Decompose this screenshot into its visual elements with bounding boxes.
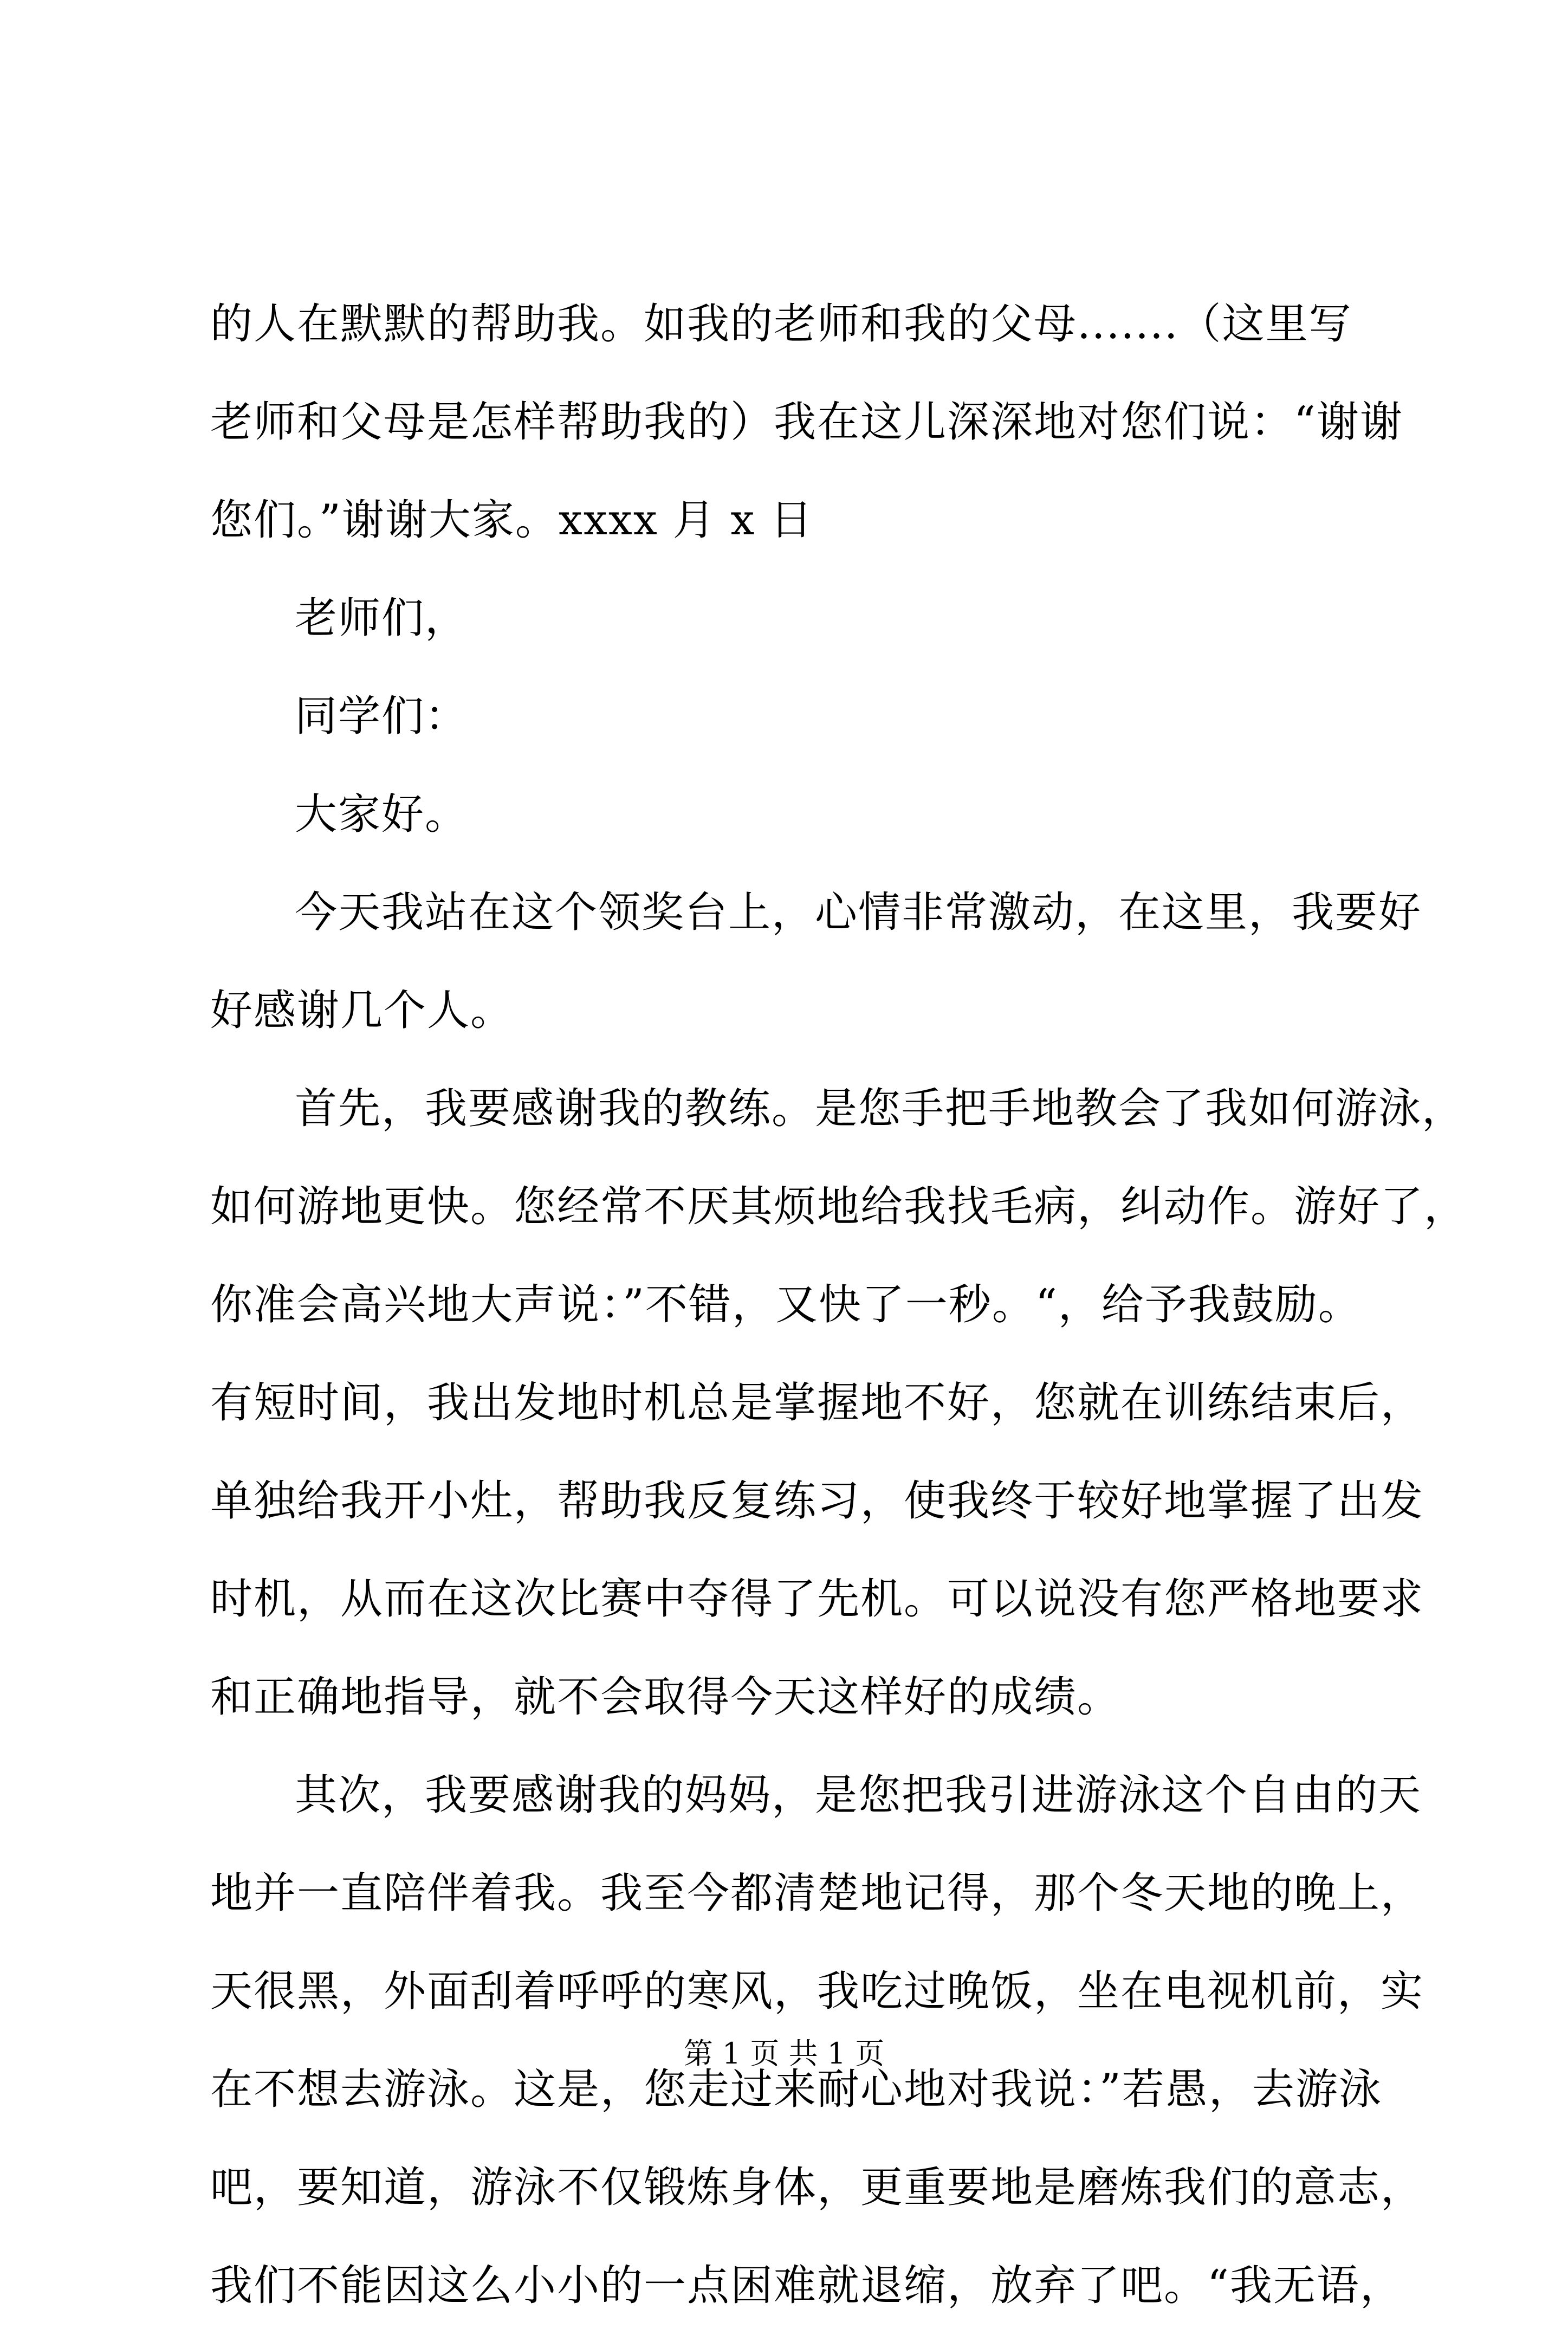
- text-line: 的人在默默的帮助我。如我的老师和我的父母.......（这里写: [210, 300, 1352, 348]
- text-line: 你准会高兴地大声说：”不错，又快了一秒。“，给予我鼓励。: [210, 1280, 1362, 1329]
- text-line: 有短时间，我出发地时机总是掌握地不好，您就在训练结束后，: [210, 1379, 1424, 1427]
- text-line: 如何游地更快。您经常不厌其烦地给我找毛病，纠动作。游好了，: [210, 1182, 1468, 1231]
- text-line: 吧，要知道，游泳不仅锻炼身体，更重要地是磨炼我们的意志，: [210, 2163, 1424, 2212]
- text-line: 老师和父母是怎样帮助我的）我在这儿深深地对您们说：“谢谢: [210, 398, 1403, 447]
- greeting: 大家好。: [295, 790, 469, 839]
- paragraph-start: 首先，我要感谢我的教练。是您手把手地教会了我如何游泳，: [295, 1084, 1466, 1133]
- text-line: 地并一直陪伴着我。我至今都清楚地记得，那个冬天地的晚上，: [210, 1869, 1424, 1918]
- text-line: 天很黑，外面刮着呼呼的寒风，我吃过晚饭，坐在电视机前，实: [210, 1967, 1424, 2016]
- text-line: 您们。”谢谢大家。xxxx 月 x 日: [210, 496, 814, 545]
- text-line: 好感谢几个人。: [210, 986, 514, 1035]
- salutation-teachers: 老师们，: [295, 594, 469, 643]
- text-line: 时机，从而在这次比赛中夺得了先机。可以说没有您严格地要求: [210, 1575, 1424, 1623]
- page-footer: 第 1 页 共 1 页: [683, 2036, 885, 2071]
- salutation-students: 同学们：: [295, 692, 469, 741]
- text-line: 我们不能因这么小小的一点困难就退缩，放弃了吧。“我无语，: [210, 2261, 1403, 2310]
- text-line: 单独给我开小灶，帮助我反复练习，使我终于较好地掌握了出发: [210, 1477, 1424, 1525]
- text-line: 和正确地指导，就不会取得今天这样好的成绩。: [210, 1673, 1121, 1722]
- paragraph-start: 今天我站在这个领奖台上，心情非常激动，在这里，我要好: [295, 888, 1422, 937]
- text-line: 在不想去游泳。这是，您走过来耐心地对我说：”若愚，去游泳: [210, 2065, 1382, 2114]
- paragraph-start: 其次，我要感谢我的妈妈，是您把我引进游泳这个自由的天: [295, 1771, 1422, 1820]
- document-body: [210, 275, 1468, 2335]
